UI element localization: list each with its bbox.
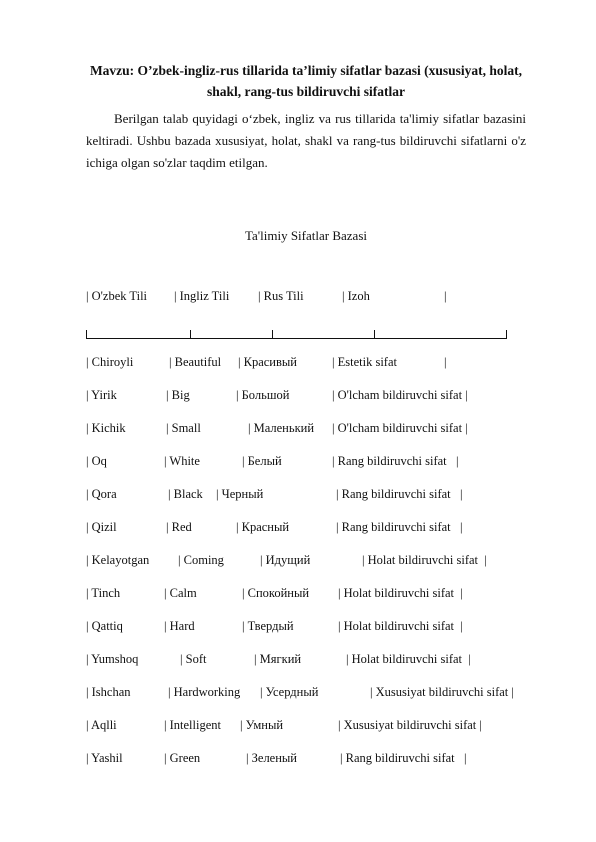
header-english: | Ingliz Tili	[174, 289, 230, 303]
table-cell: | Holat bildiruvchi sifat |	[362, 553, 487, 567]
table-cell: | Aqlli	[86, 718, 117, 732]
table-cell: | Мягкий	[254, 652, 302, 666]
table-cell: | Rang bildiruvchi sifat |	[336, 520, 463, 534]
table-cell: | Qora	[86, 487, 117, 501]
table-cell: |	[444, 355, 447, 369]
table-cell: | Qizil	[86, 520, 117, 534]
document-title: Mavzu: O’zbek-ingliz-rus tillarida ta’limiy sifatlar bazasi (xususiyat, holat, shakl, rang-tus bildiruvchi sifatlar	[89, 63, 523, 99]
header-note: | Izoh	[342, 289, 370, 303]
table-cell: | Умный	[240, 718, 284, 732]
table-cell: | Xususiyat bildiruvchi sifat |	[370, 685, 514, 699]
table-cell: | Small	[166, 421, 201, 435]
intro-paragraph	[86, 108, 526, 174]
table-cell: | Kelayotgan	[86, 553, 150, 567]
table-separator	[86, 322, 526, 355]
table-row	[86, 388, 526, 421]
table-cell: | Твердый	[242, 619, 294, 633]
table-row	[86, 454, 526, 487]
table-header-row	[86, 289, 526, 322]
table-cell: | Yirik	[86, 388, 117, 402]
table-cell: | Qattiq	[86, 619, 123, 633]
table-cell: | Chiroyli	[86, 355, 134, 369]
table-cell: | Coming	[178, 553, 224, 567]
table-subtitle: Ta'limiy Sifatlar Bazasi	[244, 228, 367, 243]
table-cell: | Hardworking	[168, 685, 241, 699]
table-cell: | Большой	[236, 388, 290, 402]
table-row	[86, 487, 526, 520]
table-cell: | Yashil	[86, 751, 123, 765]
table-row	[86, 520, 526, 553]
table-cell: | Rang bildiruvchi sifat |	[332, 454, 459, 468]
table-cell: | Holat bildiruvchi sifat |	[338, 586, 463, 600]
table-cell: | Red	[166, 520, 192, 534]
table-row	[86, 586, 526, 619]
table-cell: | Yumshoq	[86, 652, 139, 666]
table-cell: | O'lcham bildiruvchi sifat |	[332, 421, 468, 435]
table-cell: | Маленький	[248, 421, 315, 435]
table-row	[86, 553, 526, 586]
table-cell: | Tinch	[86, 586, 121, 600]
table-cell: | White	[164, 454, 200, 468]
table-cell: | Black	[168, 487, 203, 501]
table-row	[86, 718, 526, 751]
table-cell: | Черный	[216, 487, 264, 501]
table-cell: | O'lcham bildiruvchi sifat |	[332, 388, 468, 402]
table-cell: | Спокойный	[242, 586, 310, 600]
table-cell: | Soft	[180, 652, 207, 666]
table-row	[86, 652, 526, 685]
table-row	[86, 685, 526, 718]
table-cell: | Holat bildiruvchi sifat |	[338, 619, 463, 633]
adjective-table	[86, 289, 526, 784]
table-cell: | Holat bildiruvchi sifat |	[346, 652, 471, 666]
table-cell: | Estetik sifat	[332, 355, 397, 369]
table-cell: | Rang bildiruvchi sifat |	[340, 751, 467, 765]
table-cell: | Красивый	[238, 355, 297, 369]
table-cell: | Calm	[164, 586, 197, 600]
table-row	[86, 751, 526, 784]
table-cell: | Xususiyat bildiruvchi sifat |	[338, 718, 482, 732]
table-cell: | Ishchan	[86, 685, 131, 699]
header-end: |	[444, 289, 447, 303]
table-row	[86, 355, 526, 388]
table-cell: | Green	[164, 751, 201, 765]
table-cell: | Красный	[236, 520, 290, 534]
table-cell: | Зеленый	[246, 751, 298, 765]
table-cell: | Белый	[242, 454, 282, 468]
table-cell: | Rang bildiruvchi sifat |	[336, 487, 463, 501]
table-cell: | Oq	[86, 454, 107, 468]
table-cell: | Hard	[164, 619, 195, 633]
table-row	[86, 421, 526, 454]
table-cell: | Big	[166, 388, 190, 402]
header-russian: | Rus Tili	[258, 289, 304, 303]
header-uzbek: | O'zbek Tili	[86, 289, 148, 303]
table-cell: | Идущий	[260, 553, 311, 567]
table-row	[86, 619, 526, 652]
table-cell: | Intelligent	[164, 718, 222, 732]
table-cell: | Усердный	[260, 685, 319, 699]
intro-text: Berilgan talab quyidagi o‘zbek, ingliz va rus tillarida ta'limiy sifatlar bazasini keltiradi. Ushbu bazada xususiyat, holat, shakl va rang-tus bildiruvchi sifatlarni o'z ichiga olgan so'zlar taqdim etilgan.	[86, 111, 526, 170]
table-cell: | Kichik	[86, 421, 126, 435]
table-cell: | Beautiful	[169, 355, 222, 369]
